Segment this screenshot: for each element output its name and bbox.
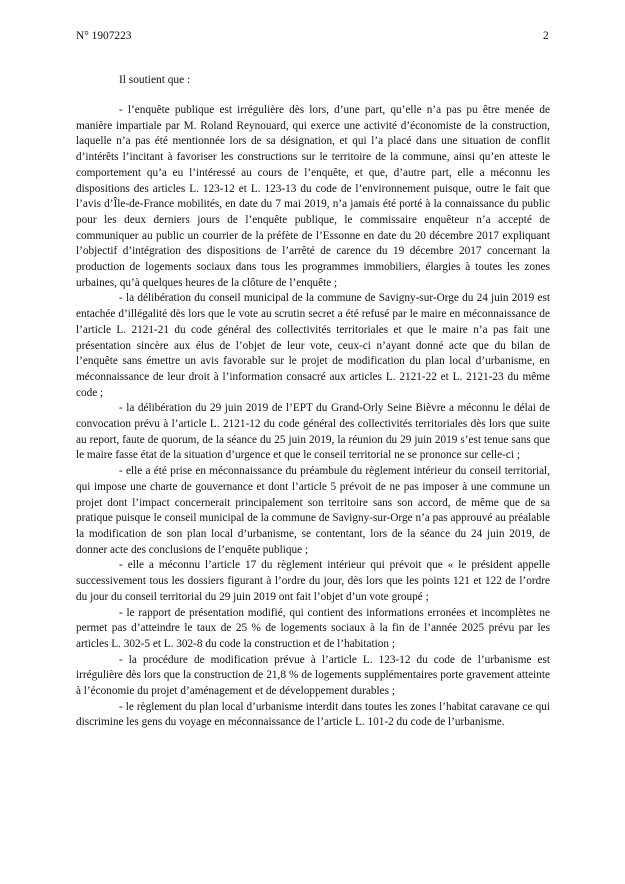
- paragraph-enquete-publique: - l’enquête publique est irrégulière dès lors, d’une part, qu’elle n’a pas pu être menée de manière impartiale par M. Roland Reynouard, qui exerce une activité d’économiste de la construction, laquelle n’a pas été mentionnée lors de sa désignation, et qui l’a placé dans une situation de conflit d’intérêts l’incitant à favoriser les constructions sur le territoire de la commune, ainsi qu’en atteste le comportement qu’a eu l’intéressé au cours de l’enquête, et que, d’autre part, elle a méconnu les dispositions des articles L. 123-12 et L. 123-13 du code de l’environnement puisque, outre le fait que l’avis d’Île-de-France mobilités, en date du 7 mai 2019, n’a jamais été porté à la connaissance du public pour les deux derniers jours de l’enquête publique, le commissaire enquêteur n’a accepté de communiquer au public un courrier de la préfète de l’Essonne en date du 20 décembre 2017 expliquant l’objectif d’intégration des dispositions de l’arrêté de carence du 19 décembre 2017 concernant la production de logements sociaux dans tous les programmes immobiliers, élargies à toutes les zones urbaines, qu’à quelques heures de la clôture de l’enquête ;: [76, 104, 550, 289]
- paragraph-procedure-modification: - la procédure de modification prévue à l’article L. 123-12 du code de l’urbanisme est irrégulière dès lors que la construction de 21,8 % de logements supplémentaires porte gravement atteinte à l’économie du projet d’aménagement et de développement durables ;: [76, 653, 550, 698]
- paragraph-rapport-presentation: - le rapport de présentation modifié, qui contient des informations erronées et incomplètes ne permet pas d’atteindre le taux de 25 % de logements sociaux à la fin de l’année 2025 prévu par les articles L. 302-5 et L. 302-8 du code la construction et de l’habitation ;: [76, 606, 550, 650]
- paragraph-deliberation-conseil-municipal: - la délibération du conseil municipal de la commune de Savigny-sur-Orge du 24 juin 2019 est entachée d’illégalité dès lors que le vote au scrutin secret a été refusé par le maire en méconnaissance de l’article L. 2121-21 du code général des collectivités territoriales et que le maire n’a pas fait une présentation sincère aux élus de l’objet de leur vote, ceux-ci n’ayant donné acte que du bilan de l’enquête sans émettre un avis favorable sur le projet de modification du plan local d’urbanisme, en méconnaissance de leur droit à l’information consacré aux articles L. 2121-22 et L. 2121-23 du même code ;: [76, 292, 550, 399]
- intro-text: Il soutient que :: [119, 74, 191, 86]
- paragraph-preambule-reglement: - elle a été prise en méconnaissance du préambule du règlement intérieur du conseil territorial, qui impose une charte de gouvernance et dont l’article 5 prévoit de ne pas imposer à une commune un projet dont l’impact concernerait principalement son territoire sans son accord, de même que de sa pratique puisque le conseil municipal de la commune de Savigny-sur-Orge n’a pas approuvé au préalable la modification de son plan local d’urbanisme, se contentant, lors de la séance du 24 juin 2019, de donner acte des conclusions de l’enquête publique ;: [76, 465, 550, 556]
- paragraph-reglement-plu: - le règlement du plan local d’urbanisme interdit dans toutes les zones l’habitat caravane ce qui discrimine les gens du voyage en méconnaissance de l’article L. 101-2 du code de l’urbanisme.: [76, 700, 550, 729]
- paragraph-article-17: - elle a méconnu l’article 17 du règlement intérieur qui prévoit que « le président appelle successivement tous les dossiers figurant à l’ordre du jour, dès lors que les points 121 et 122 de l’ordre du jour du conseil territorial du 29 juin 2019 ont fait l’objet d’un vote groupé ;: [76, 559, 550, 603]
- case-number: N° 1907223: [76, 30, 132, 42]
- document-body: [76, 103, 550, 731]
- paragraph-deliberation-ept: - la délibération du 29 juin 2019 de l’EPT du Grand-Orly Seine Bièvre a méconnu le délai de convocation prévu à l’article L. 2121-12 du code général des collectivités territoriales dès lors que suite au report, faute de quorum, de la séance du 25 juin 2019, la réunion du 29 juin 2019 s’est tenue sans que le maire fasse état de la situation d’urgence et que le conseil territorial ne se prononce sur celle-ci ;: [76, 402, 550, 462]
- page-number: 2: [543, 30, 549, 42]
